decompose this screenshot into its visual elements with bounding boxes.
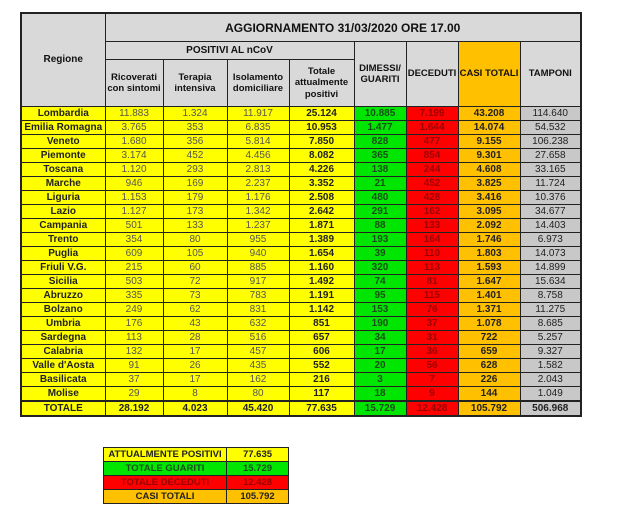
cell-totale-positivi: 4.226 bbox=[289, 163, 354, 177]
cell-terapia: 179 bbox=[163, 191, 227, 205]
cell-isolamento: 435 bbox=[227, 359, 289, 373]
cell-casi-totali: 3.825 bbox=[458, 177, 520, 191]
table-row bbox=[21, 247, 581, 261]
total-tamponi: 506.968 bbox=[520, 401, 581, 416]
cell-regione: Basilicata bbox=[21, 373, 105, 387]
header-isolamento: Isolamento domiciliare bbox=[227, 60, 289, 107]
cell-terapia: 353 bbox=[163, 121, 227, 135]
cell-isolamento: 162 bbox=[227, 373, 289, 387]
cell-totale-positivi: 657 bbox=[289, 331, 354, 345]
table-row bbox=[21, 317, 581, 331]
cell-tamponi: 54.532 bbox=[520, 121, 581, 135]
cell-dimessi: 21 bbox=[354, 177, 406, 191]
total-deceduti: 12.428 bbox=[406, 401, 458, 416]
total-row bbox=[21, 401, 581, 416]
cell-isolamento: 831 bbox=[227, 303, 289, 317]
cell-tamponi: 14.073 bbox=[520, 247, 581, 261]
cell-totale-positivi: 851 bbox=[289, 317, 354, 331]
cell-regione: Sicilia bbox=[21, 275, 105, 289]
cell-isolamento: 1.342 bbox=[227, 205, 289, 219]
cell-dimessi: 291 bbox=[354, 205, 406, 219]
cell-regione: Friuli V.G. bbox=[21, 261, 105, 275]
header-terapia: Terapia intensiva bbox=[163, 60, 227, 107]
cell-terapia: 60 bbox=[163, 261, 227, 275]
cell-dimessi: 20 bbox=[354, 359, 406, 373]
header-regione: Regione bbox=[21, 13, 105, 107]
cell-isolamento: 4.456 bbox=[227, 149, 289, 163]
cell-dimessi: 138 bbox=[354, 163, 406, 177]
cell-ricoverati: 335 bbox=[105, 289, 163, 303]
cell-regione: Trento bbox=[21, 233, 105, 247]
cell-totale-positivi: 1.142 bbox=[289, 303, 354, 317]
cell-tamponi: 106.238 bbox=[520, 135, 581, 149]
summary-row-casi-totali bbox=[104, 490, 289, 504]
cell-dimessi: 18 bbox=[354, 387, 406, 402]
cell-terapia: 133 bbox=[163, 219, 227, 233]
cell-isolamento: 11.917 bbox=[227, 107, 289, 121]
cell-totale-positivi: 606 bbox=[289, 345, 354, 359]
cell-casi-totali: 43.208 bbox=[458, 107, 520, 121]
cell-terapia: 26 bbox=[163, 359, 227, 373]
summary-label: ATTUALMENTE POSITIVI bbox=[104, 448, 227, 462]
cell-casi-totali: 1.078 bbox=[458, 317, 520, 331]
cell-dimessi: 320 bbox=[354, 261, 406, 275]
cell-deceduti: 854 bbox=[406, 149, 458, 163]
table-row bbox=[21, 275, 581, 289]
table-row bbox=[21, 135, 581, 149]
summary-label: TOTALE DECEDUTI bbox=[104, 476, 227, 490]
cell-isolamento: 885 bbox=[227, 261, 289, 275]
total-ricoverati: 28.192 bbox=[105, 401, 163, 416]
cell-casi-totali: 3.416 bbox=[458, 191, 520, 205]
cell-tamponi: 11.724 bbox=[520, 177, 581, 191]
cell-dimessi: 3 bbox=[354, 373, 406, 387]
header-totale-positivi: Totale attualmente positivi bbox=[289, 60, 354, 107]
cell-tamponi: 10.376 bbox=[520, 191, 581, 205]
table-row bbox=[21, 177, 581, 191]
cell-deceduti: 244 bbox=[406, 163, 458, 177]
cell-deceduti: 37 bbox=[406, 317, 458, 331]
cell-deceduti: 115 bbox=[406, 289, 458, 303]
cell-totale-positivi: 1.160 bbox=[289, 261, 354, 275]
summary-row-positivi bbox=[104, 448, 289, 462]
cell-totale-positivi: 1.654 bbox=[289, 247, 354, 261]
header-dimessi: DIMESSI/ GUARITI bbox=[354, 42, 406, 107]
cell-terapia: 43 bbox=[163, 317, 227, 331]
cell-totale-positivi: 7.850 bbox=[289, 135, 354, 149]
cell-tamponi: 27.658 bbox=[520, 149, 581, 163]
table-row bbox=[21, 149, 581, 163]
cell-totale-positivi: 25.124 bbox=[289, 107, 354, 121]
cell-regione: Calabria bbox=[21, 345, 105, 359]
header-positivi-group: POSITIVI AL nCoV bbox=[105, 42, 354, 60]
cell-ricoverati: 1.153 bbox=[105, 191, 163, 205]
covid-regional-table bbox=[20, 12, 582, 417]
cell-casi-totali: 4.608 bbox=[458, 163, 520, 177]
table-row bbox=[21, 191, 581, 205]
table-row bbox=[21, 219, 581, 233]
cell-deceduti: 56 bbox=[406, 359, 458, 373]
cell-totale-positivi: 117 bbox=[289, 387, 354, 402]
cell-ricoverati: 132 bbox=[105, 345, 163, 359]
table-row bbox=[21, 233, 581, 247]
cell-tamponi: 34.677 bbox=[520, 205, 581, 219]
cell-terapia: 73 bbox=[163, 289, 227, 303]
cell-ricoverati: 946 bbox=[105, 177, 163, 191]
cell-casi-totali: 1.401 bbox=[458, 289, 520, 303]
header-casi-totali: CASI TOTALI bbox=[458, 42, 520, 107]
cell-ricoverati: 501 bbox=[105, 219, 163, 233]
cell-terapia: 17 bbox=[163, 345, 227, 359]
header-tamponi: TAMPONI bbox=[520, 42, 581, 107]
cell-casi-totali: 659 bbox=[458, 345, 520, 359]
cell-casi-totali: 1.371 bbox=[458, 303, 520, 317]
cell-regione: Puglia bbox=[21, 247, 105, 261]
cell-terapia: 62 bbox=[163, 303, 227, 317]
cell-regione: Emilia Romagna bbox=[21, 121, 105, 135]
cell-totale-positivi: 8.082 bbox=[289, 149, 354, 163]
cell-deceduti: 452 bbox=[406, 177, 458, 191]
cell-ricoverati: 176 bbox=[105, 317, 163, 331]
cell-isolamento: 955 bbox=[227, 233, 289, 247]
cell-dimessi: 190 bbox=[354, 317, 406, 331]
cell-isolamento: 917 bbox=[227, 275, 289, 289]
cell-deceduti: 110 bbox=[406, 247, 458, 261]
cell-isolamento: 2.813 bbox=[227, 163, 289, 177]
cell-regione: Bolzano bbox=[21, 303, 105, 317]
cell-terapia: 356 bbox=[163, 135, 227, 149]
cell-tamponi: 11.275 bbox=[520, 303, 581, 317]
cell-isolamento: 5.814 bbox=[227, 135, 289, 149]
cell-tamponi: 114.640 bbox=[520, 107, 581, 121]
summary-row-deceduti bbox=[104, 476, 289, 490]
cell-ricoverati: 91 bbox=[105, 359, 163, 373]
cell-casi-totali: 144 bbox=[458, 387, 520, 402]
cell-isolamento: 1.237 bbox=[227, 219, 289, 233]
table-row bbox=[21, 331, 581, 345]
total-totale-positivi: 77.635 bbox=[289, 401, 354, 416]
cell-deceduti: 36 bbox=[406, 345, 458, 359]
cell-tamponi: 33.165 bbox=[520, 163, 581, 177]
cell-ricoverati: 215 bbox=[105, 261, 163, 275]
cell-deceduti: 7.199 bbox=[406, 107, 458, 121]
summary-value: 15.729 bbox=[227, 462, 289, 476]
cell-totale-positivi: 1.191 bbox=[289, 289, 354, 303]
table-row bbox=[21, 289, 581, 303]
cell-casi-totali: 628 bbox=[458, 359, 520, 373]
summary-value: 12.428 bbox=[227, 476, 289, 490]
cell-deceduti: 133 bbox=[406, 219, 458, 233]
table-row bbox=[21, 205, 581, 219]
cell-dimessi: 10.885 bbox=[354, 107, 406, 121]
cell-ricoverati: 11.883 bbox=[105, 107, 163, 121]
cell-casi-totali: 2.092 bbox=[458, 219, 520, 233]
cell-totale-positivi: 3.352 bbox=[289, 177, 354, 191]
cell-ricoverati: 3.765 bbox=[105, 121, 163, 135]
total-terapia: 4.023 bbox=[163, 401, 227, 416]
cell-ricoverati: 249 bbox=[105, 303, 163, 317]
cell-regione: Lazio bbox=[21, 205, 105, 219]
cell-totale-positivi: 10.953 bbox=[289, 121, 354, 135]
header-deceduti: DECEDUTI bbox=[406, 42, 458, 107]
cell-casi-totali: 1.647 bbox=[458, 275, 520, 289]
cell-isolamento: 1.176 bbox=[227, 191, 289, 205]
cell-totale-positivi: 1.871 bbox=[289, 219, 354, 233]
summary-row-guariti bbox=[104, 462, 289, 476]
header-ricoverati: Ricoverati con sintomi bbox=[105, 60, 163, 107]
cell-terapia: 169 bbox=[163, 177, 227, 191]
cell-deceduti: 76 bbox=[406, 303, 458, 317]
cell-regione: Umbria bbox=[21, 317, 105, 331]
cell-tamponi: 1.049 bbox=[520, 387, 581, 402]
table-row bbox=[21, 373, 581, 387]
cell-dimessi: 828 bbox=[354, 135, 406, 149]
cell-casi-totali: 9.301 bbox=[458, 149, 520, 163]
cell-dimessi: 95 bbox=[354, 289, 406, 303]
cell-terapia: 293 bbox=[163, 163, 227, 177]
total-casi-totali: 105.792 bbox=[458, 401, 520, 416]
cell-deceduti: 31 bbox=[406, 331, 458, 345]
cell-totale-positivi: 1.492 bbox=[289, 275, 354, 289]
total-label: TOTALE bbox=[21, 401, 105, 416]
cell-terapia: 80 bbox=[163, 233, 227, 247]
cell-deceduti: 1.644 bbox=[406, 121, 458, 135]
cell-regione: Molise bbox=[21, 387, 105, 402]
cell-deceduti: 162 bbox=[406, 205, 458, 219]
cell-isolamento: 783 bbox=[227, 289, 289, 303]
cell-tamponi: 1.582 bbox=[520, 359, 581, 373]
cell-tamponi: 15.634 bbox=[520, 275, 581, 289]
cell-totale-positivi: 1.389 bbox=[289, 233, 354, 247]
total-isolamento: 45.420 bbox=[227, 401, 289, 416]
summary-table bbox=[103, 447, 289, 504]
cell-regione: Liguria bbox=[21, 191, 105, 205]
cell-casi-totali: 9.155 bbox=[458, 135, 520, 149]
cell-totale-positivi: 216 bbox=[289, 373, 354, 387]
cell-casi-totali: 3.095 bbox=[458, 205, 520, 219]
cell-casi-totali: 14.074 bbox=[458, 121, 520, 135]
table-row bbox=[21, 303, 581, 317]
cell-isolamento: 940 bbox=[227, 247, 289, 261]
table-row bbox=[21, 261, 581, 275]
cell-regione: Valle d'Aosta bbox=[21, 359, 105, 373]
cell-isolamento: 2.237 bbox=[227, 177, 289, 191]
cell-totale-positivi: 2.642 bbox=[289, 205, 354, 219]
cell-regione: Marche bbox=[21, 177, 105, 191]
cell-terapia: 28 bbox=[163, 331, 227, 345]
cell-regione: Lombardia bbox=[21, 107, 105, 121]
cell-ricoverati: 37 bbox=[105, 373, 163, 387]
cell-deceduti: 164 bbox=[406, 233, 458, 247]
cell-dimessi: 365 bbox=[354, 149, 406, 163]
cell-regione: Sardegna bbox=[21, 331, 105, 345]
cell-regione: Abruzzo bbox=[21, 289, 105, 303]
cell-deceduti: 113 bbox=[406, 261, 458, 275]
cell-casi-totali: 1.746 bbox=[458, 233, 520, 247]
table-row bbox=[21, 359, 581, 373]
cell-regione: Toscana bbox=[21, 163, 105, 177]
cell-dimessi: 480 bbox=[354, 191, 406, 205]
cell-tamponi: 6.973 bbox=[520, 233, 581, 247]
cell-deceduti: 9 bbox=[406, 387, 458, 402]
cell-isolamento: 6.835 bbox=[227, 121, 289, 135]
cell-isolamento: 632 bbox=[227, 317, 289, 331]
cell-tamponi: 14.899 bbox=[520, 261, 581, 275]
cell-terapia: 72 bbox=[163, 275, 227, 289]
cell-regione: Piemonte bbox=[21, 149, 105, 163]
table-row bbox=[21, 121, 581, 135]
cell-dimessi: 74 bbox=[354, 275, 406, 289]
cell-tamponi: 14.403 bbox=[520, 219, 581, 233]
cell-ricoverati: 609 bbox=[105, 247, 163, 261]
table-row bbox=[21, 387, 581, 402]
cell-casi-totali: 1.803 bbox=[458, 247, 520, 261]
table-row bbox=[21, 345, 581, 359]
cell-tamponi: 8.685 bbox=[520, 317, 581, 331]
cell-terapia: 105 bbox=[163, 247, 227, 261]
cell-dimessi: 88 bbox=[354, 219, 406, 233]
cell-terapia: 17 bbox=[163, 373, 227, 387]
cell-terapia: 8 bbox=[163, 387, 227, 402]
table-row bbox=[21, 163, 581, 177]
cell-regione: Veneto bbox=[21, 135, 105, 149]
cell-deceduti: 81 bbox=[406, 275, 458, 289]
cell-casi-totali: 1.593 bbox=[458, 261, 520, 275]
total-dimessi: 15.729 bbox=[354, 401, 406, 416]
summary-label: TOTALE GUARITI bbox=[104, 462, 227, 476]
cell-dimessi: 39 bbox=[354, 247, 406, 261]
cell-deceduti: 428 bbox=[406, 191, 458, 205]
cell-dimessi: 17 bbox=[354, 345, 406, 359]
cell-totale-positivi: 552 bbox=[289, 359, 354, 373]
cell-terapia: 452 bbox=[163, 149, 227, 163]
cell-ricoverati: 354 bbox=[105, 233, 163, 247]
cell-ricoverati: 1.120 bbox=[105, 163, 163, 177]
cell-dimessi: 193 bbox=[354, 233, 406, 247]
table-title: AGGIORNAMENTO 31/03/2020 ORE 17.00 bbox=[105, 13, 581, 42]
cell-isolamento: 80 bbox=[227, 387, 289, 402]
cell-dimessi: 34 bbox=[354, 331, 406, 345]
cell-casi-totali: 226 bbox=[458, 373, 520, 387]
cell-isolamento: 516 bbox=[227, 331, 289, 345]
summary-value: 77.635 bbox=[227, 448, 289, 462]
summary-value: 105.792 bbox=[227, 490, 289, 504]
cell-tamponi: 2.043 bbox=[520, 373, 581, 387]
cell-ricoverati: 113 bbox=[105, 331, 163, 345]
cell-ricoverati: 1.680 bbox=[105, 135, 163, 149]
cell-tamponi: 5.257 bbox=[520, 331, 581, 345]
cell-ricoverati: 29 bbox=[105, 387, 163, 402]
table-row bbox=[21, 107, 581, 121]
cell-deceduti: 477 bbox=[406, 135, 458, 149]
cell-dimessi: 153 bbox=[354, 303, 406, 317]
cell-deceduti: 7 bbox=[406, 373, 458, 387]
cell-totale-positivi: 2.508 bbox=[289, 191, 354, 205]
cell-regione: Campania bbox=[21, 219, 105, 233]
cell-tamponi: 9.327 bbox=[520, 345, 581, 359]
cell-dimessi: 1.477 bbox=[354, 121, 406, 135]
cell-terapia: 173 bbox=[163, 205, 227, 219]
cell-tamponi: 8.758 bbox=[520, 289, 581, 303]
cell-casi-totali: 722 bbox=[458, 331, 520, 345]
cell-ricoverati: 503 bbox=[105, 275, 163, 289]
cell-isolamento: 457 bbox=[227, 345, 289, 359]
cell-ricoverati: 1.127 bbox=[105, 205, 163, 219]
cell-ricoverati: 3.174 bbox=[105, 149, 163, 163]
cell-terapia: 1.324 bbox=[163, 107, 227, 121]
summary-label: CASI TOTALI bbox=[104, 490, 227, 504]
